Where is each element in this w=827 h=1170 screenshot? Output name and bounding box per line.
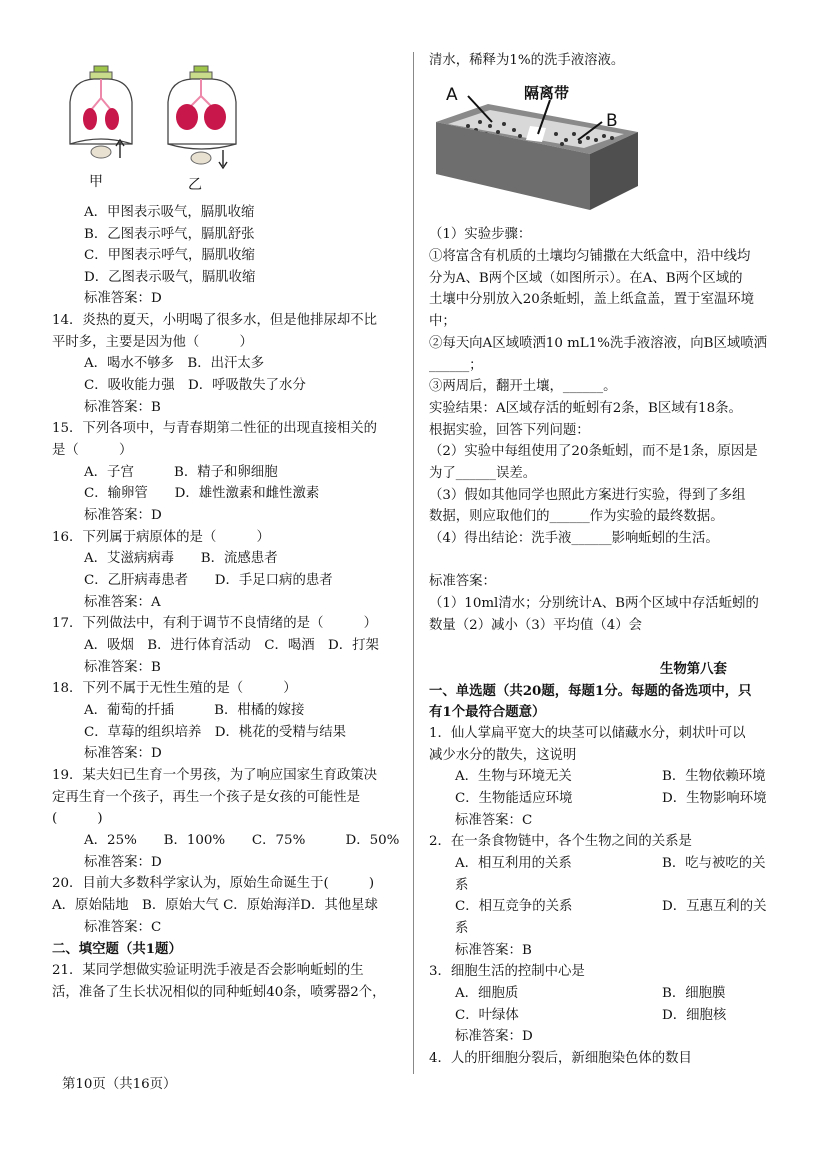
q13-option: C．甲图表示呼气，膈肌收缩 [84, 248, 255, 263]
option-line: A．葡萄的扦插 B．柑橘的嫁接 [84, 703, 305, 718]
exp-line: ③两周后，翻开土壤，______。 [429, 379, 617, 394]
set8-question-4: 4．人的肝细胞分裂后，新细胞染色体的数目 [429, 1051, 692, 1066]
exp-line: （3）假如其他同学也照此方案进行实验，得到了多组 [429, 488, 746, 503]
section-heading-fill-blank: 二、填空题（共1题） [52, 941, 182, 957]
question-text: 21．某同学想做实验证明洗手液是否会影响蚯蚓的生 [52, 963, 364, 978]
q21-continuation: 清水，稀释为1%的洗手液溶液。 [429, 53, 625, 68]
answer-line: （1）10ml清水；分别统计A、B两个区域中存活蚯蚓的 [429, 596, 759, 611]
option-c: C．生物能适应环境 [455, 791, 573, 806]
q13-option: A．甲图表示吸气，膈肌收缩 [84, 205, 255, 220]
section-heading-single-choice-cont: 有1个最符合题意） [429, 704, 546, 720]
option-wrap: 系 [455, 878, 469, 893]
question-text: 定再生育一个孩子，再生一个孩子是女孩的可能性是 [52, 790, 360, 805]
bell-jar-jia [70, 66, 132, 158]
answer-line: 标准答案：B [455, 943, 532, 958]
option-c: C．相互竞争的关系 [455, 899, 573, 914]
answer-line: 标准答案：D [84, 855, 162, 870]
question-text: 17．下列做法中，有利于调节不良情绪的是（ ） [52, 616, 378, 631]
option-line: A．吸烟 B．进行体育活动 C．喝酒 D．打架 [84, 638, 379, 653]
exp-line: 根据实验，回答下列问题： [429, 423, 590, 438]
answer-line: 标准答案：C [84, 920, 162, 935]
figure-label-yi: 乙 [188, 177, 202, 193]
figure-label-isolation: 隔离带 [524, 84, 570, 102]
answer-line: 标准答案：D [455, 1029, 533, 1044]
option-a: A．相互利用的关系 [455, 856, 572, 871]
exp-line: 实验结果：A区域存活的蚯蚓有2条，B区域有18条。 [429, 401, 742, 416]
question-text: 是（ ） [52, 443, 133, 458]
answer-line: 标准答案：B [84, 660, 161, 675]
option-line: C．草莓的组织培养 D．桃花的受精与结果 [84, 725, 347, 740]
section-heading-single-choice: 一、单选题（共20题，每题1分。每题的备选项中，只 [429, 683, 752, 699]
exp-line: （4）得出结论：洗手液______影响蚯蚓的生活。 [429, 531, 719, 546]
question-text: 19．某夫妇已生育一个男孩，为了响应国家生育政策决 [52, 768, 378, 783]
exp-line: 数据，则应取他们的______作为实验的最终数据。 [429, 509, 724, 524]
question-text: 减少水分的散失，这说明 [429, 748, 577, 763]
answer-line: 标准答案：A [84, 595, 161, 610]
option-line: A．25% B．100% C．75% D．50% [84, 833, 400, 848]
question-text: 14．炎热的夏天，小明喝了很多水，但是他排尿却不比 [52, 313, 378, 328]
q13-answer: 标准答案：D [84, 291, 162, 306]
option-line: A．原始陆地 B．原始大气 C．原始海洋D．其他星球 [52, 898, 378, 913]
option-d: D．互惠互利的关 [662, 899, 767, 914]
option-a: A．生物与环境无关 [455, 769, 572, 784]
exp-line: ②每天向A区域喷洒10 mL1%洗手液溶液，向B区域喷洒 [429, 336, 768, 351]
question-text: ( ) [52, 811, 103, 826]
column-divider [413, 52, 414, 1074]
exp-line: 土壤中分别放入20条蚯蚓，盖上纸盒盖，置于室温环境 [429, 292, 755, 307]
answer-line: 数量（2）减小（3）平均值（4）会 [429, 618, 643, 633]
exp-line: 分为A、B两个区域（如图所示）。在A、B两个区域的 [429, 271, 743, 286]
set-title: 生物第八套 [660, 661, 727, 677]
exp-line: ______； [429, 358, 483, 373]
option-b: B．生物依赖环境 [662, 769, 766, 784]
page-footer: 第10页（共16页） [62, 1077, 177, 1092]
option-c: C．叶绿体 [455, 1008, 519, 1023]
answer-line: 标准答案：B [84, 400, 161, 415]
question-text: 活，准备了生长状况相似的同种蚯蚓40条，喷雾器2个， [52, 985, 386, 1000]
option-line: C．吸收能力强 D．呼吸散失了水分 [84, 378, 306, 393]
option-line: A．子宫 B．精子和卵细胞 [84, 465, 278, 480]
q13-option: D．乙图表示吸气，膈肌收缩 [84, 270, 256, 285]
option-a: A．细胞质 [455, 986, 519, 1001]
figure-label-b: B [606, 111, 618, 131]
option-d: D．生物影响环境 [662, 791, 767, 806]
q13-option: B．乙图表示呼气，膈肌舒张 [84, 227, 255, 242]
option-line: C．乙肝病毒患者 D．手足口病的患者 [84, 573, 333, 588]
answer-line: 标准答案：D [84, 508, 162, 523]
question-text: 18．下列不属于无性生殖的是（ ） [52, 681, 297, 696]
answer-line: 标准答案：D [84, 746, 162, 761]
question-text: 16．下列属于病原体的是（ ） [52, 530, 270, 545]
figure-label-jia: 甲 [89, 174, 103, 190]
option-line: A．艾滋病病毒 B．流感患者 [84, 551, 278, 566]
option-b: B．细胞膜 [662, 986, 726, 1001]
exp-line: 为了______误差。 [429, 466, 537, 481]
option-line: C．输卵管 D．雄性激素和雌性激素 [84, 486, 320, 501]
option-d: D．细胞核 [662, 1008, 727, 1023]
answer-line: 标准答案： [429, 574, 496, 589]
question-text: 15．下列各项中，与青春期第二性征的出现直接相关的 [52, 421, 378, 436]
exp-line: 中； [429, 314, 456, 329]
question-text: 2．在一条食物链中，各个生物之间的关系是 [429, 834, 692, 849]
exp-line: （1）实验步骤： [429, 227, 532, 242]
figure-label-a: A [446, 85, 458, 105]
option-line: A．喝水不够多 B．出汗太多 [84, 356, 265, 371]
question-text: 20．目前大多数科学家认为，原始生命诞生于( ) [52, 876, 375, 891]
exp-line: （2）实验中每组使用了20条蚯蚓，而不是1条，原因是 [429, 444, 758, 459]
question-text: 1．仙人掌扁平宽大的块茎可以储藏水分，刺状叶可以 [429, 726, 746, 741]
exp-line: ①将富含有机质的土壤均匀铺撒在大纸盒中，沿中线均 [429, 249, 751, 264]
bell-jar-yi [168, 66, 236, 168]
earthworm-box-figure [428, 82, 643, 212]
option-wrap: 系 [455, 921, 469, 936]
question-text: 平时多，主要是因为他（ ） [52, 335, 253, 350]
answer-line: 标准答案：C [455, 813, 533, 828]
option-b: B．吃与被吃的关 [662, 856, 766, 871]
question-text: 3．细胞生活的控制中心是 [429, 964, 585, 979]
